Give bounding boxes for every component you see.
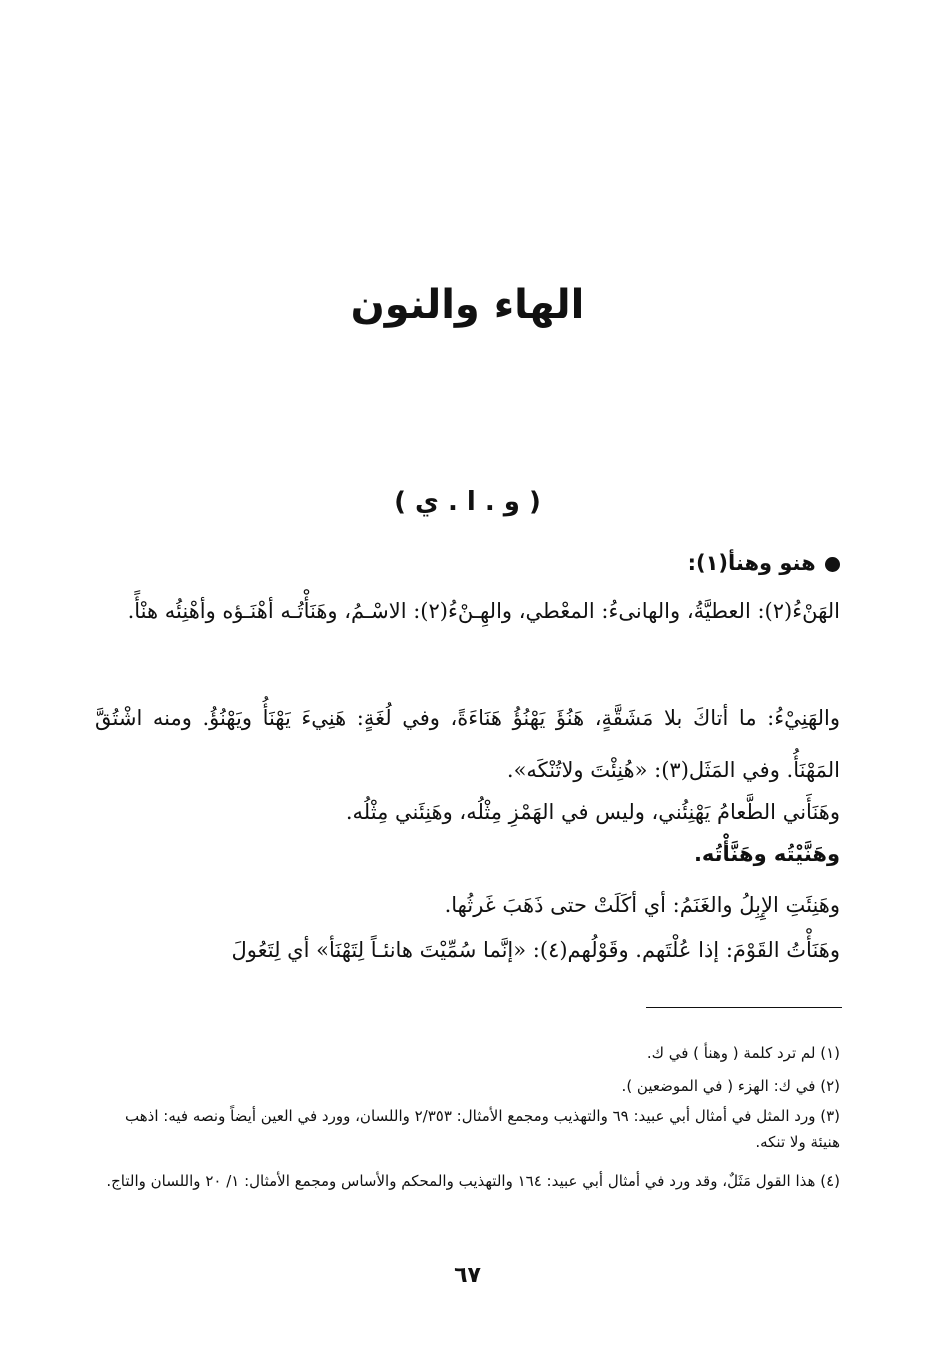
- paragraph-2: والهَنِيْءُ: ما أتاكَ بلا مَشَقَّةٍ، هَنُؤَ يَهْنُؤُ هَنَاءَةً، وفي لُغَةٍ: هَنِيءَ يَهْنَأُ ويَهْنُؤُ. ومنه اشْتُقَّ المَهْنَأُ. وفي المَثَل(٣): «هُنِئْتَ ولاتُنْكَه».: [95, 706, 840, 782]
- line-1: وهَنَأَني الطَّعامُ يَهْنِئُني، وليس في الهَمْزِ مِثْلُه، وهَنِئَني مِثْلُه.: [345, 800, 840, 824]
- entry-heading: [688, 543, 840, 583]
- line-4: وهَنَأْتُ القَوْمَ: إذا عُلْتَهم. وقَوْلُهم(٤): «إنَّما سُمِّيْتَ هانئـاً لِتَهْنَأ» أي لِتَعُولَ: [231, 938, 840, 962]
- root-heading: ( و . ا . ي ): [394, 487, 541, 517]
- entry-heading-text: هنو وهنأ(١):: [687, 551, 816, 575]
- paragraph-1: الهَنْءُ(٢): العطيَّةُ، والهانىءُ: المعْطي، والهِـنْءُ(٢): الاسْـمُ، وهَنَأْتُـه أهْنَـؤه وأهْنِئُه هنْأً.: [127, 599, 840, 623]
- footnote-4: (٤) هذا القول مَثَلٌ، وقد ورد في أمثال أبي عبيد: ١٦٤ والتهذيب والمحكم والأساس ومجمع الأمثال: ١/ ٢٠ واللسان والتاج.: [106, 1172, 840, 1190]
- line-2: وهَنَّيْتُه وهَنَّأْتُه.: [693, 842, 840, 866]
- footnote-2: (٢) في ك: الهزء ( في الموضعين ).: [621, 1077, 840, 1095]
- line-3: وهَنِئَتِ الإِبِلُ والغَنَمُ: أي أكَلَتْ حتى ذَهَبَ غَرثُها.: [444, 893, 840, 917]
- footnote-3: (٣) ورد المثل في أمثال أبي عبيد: ٦٩ والتهذيب ومجمع الأمثال: ٢/٣٥٣ واللسان، وورد في العين أيضاً ونصه فيه: اذهب هنيئة ولا تنكه.: [125, 1107, 840, 1151]
- chapter-title: الهاء والنون: [350, 282, 585, 328]
- footnote-divider: [646, 1007, 842, 1008]
- bullet-icon: [825, 557, 840, 572]
- footnote-1: (١) لم ترد كلمة ( وهنأ ) في ك.: [646, 1044, 840, 1062]
- page-number: ٦٧: [454, 1263, 481, 1288]
